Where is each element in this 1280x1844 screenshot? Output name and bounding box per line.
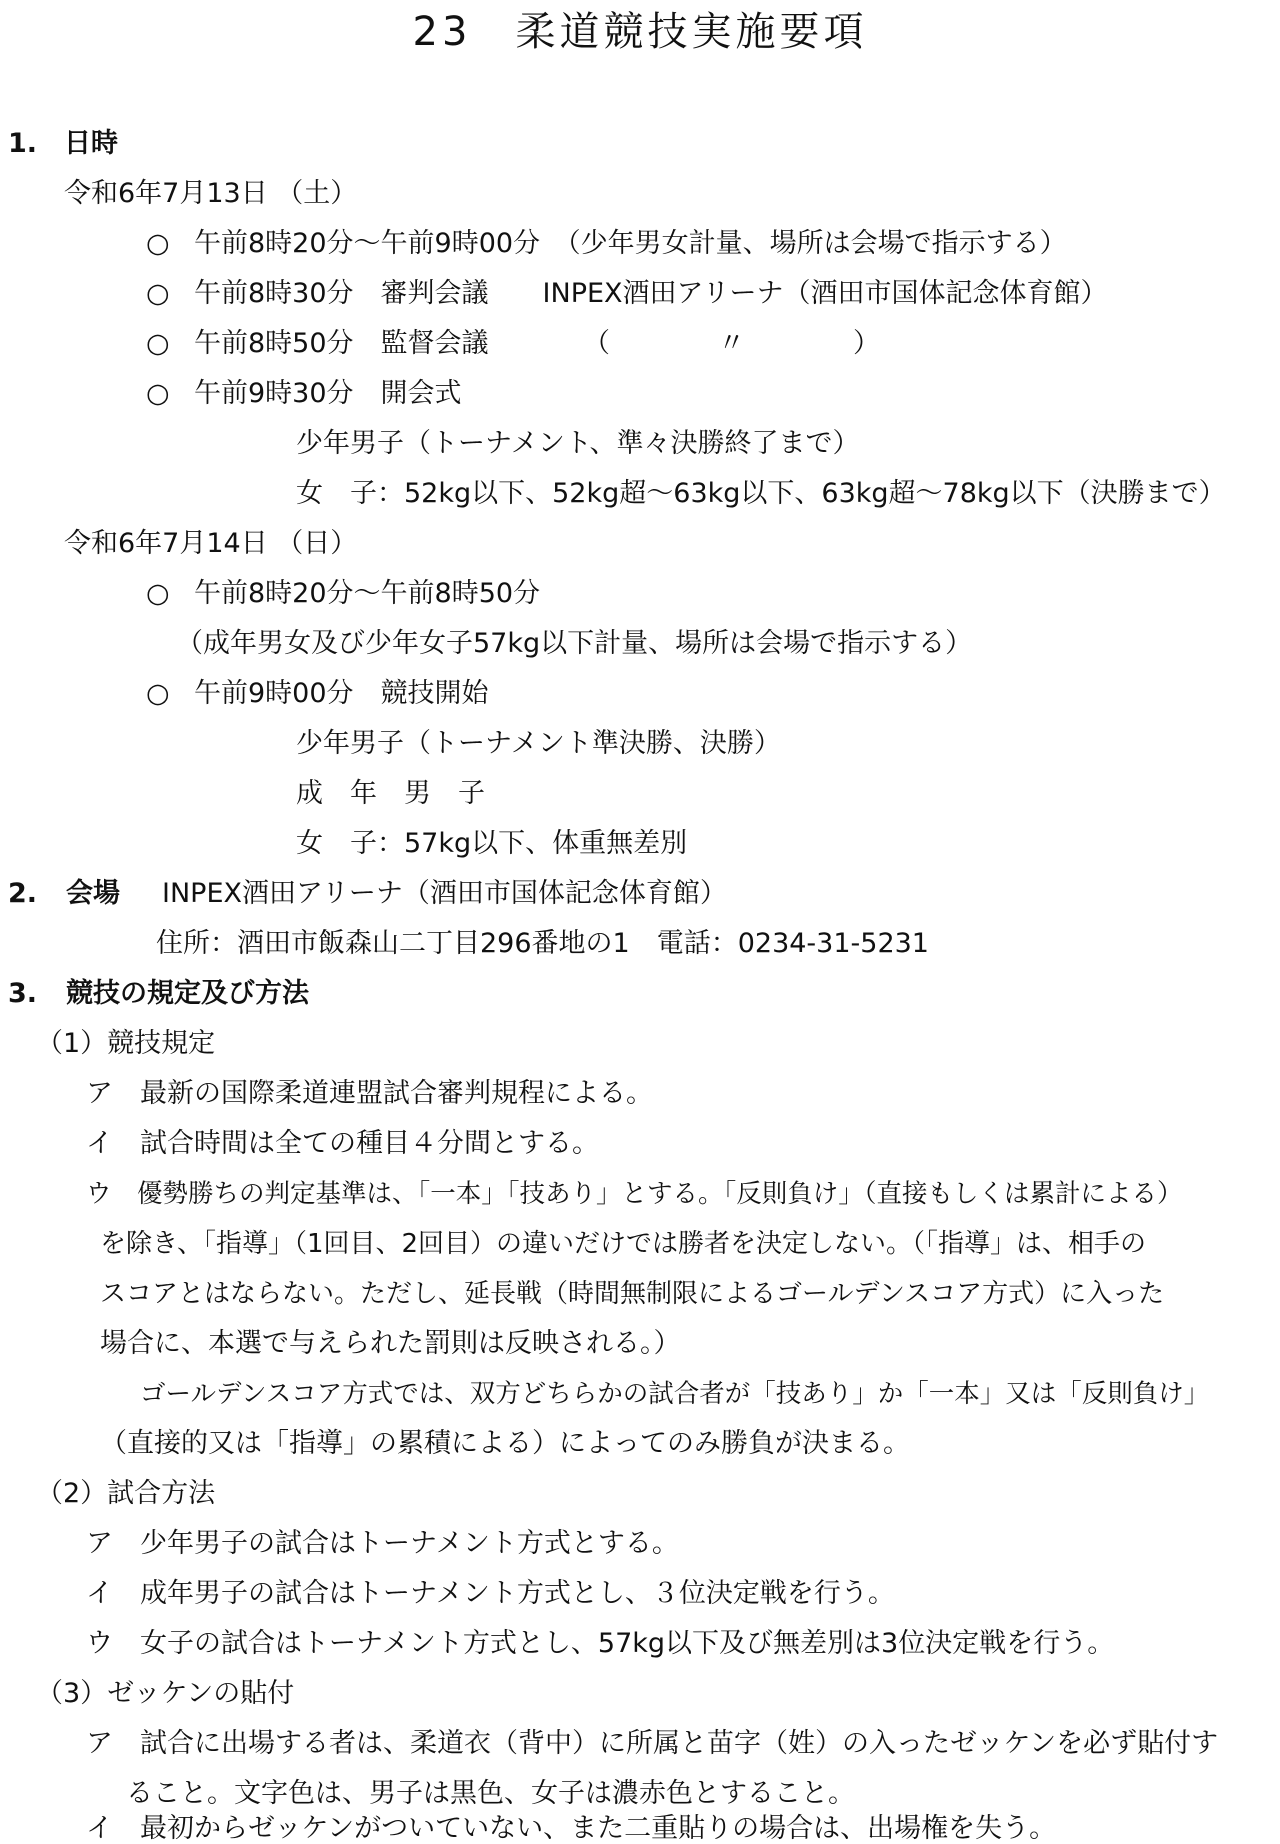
schedule-text: 午前8時50分 監督会議 （ 〃 ）: [194, 328, 881, 359]
circle-bullet-icon: ○: [146, 578, 170, 609]
rule-line: ア 試合に出場する者は、柔道衣（背中）に所属と苗字（姓）の入ったゼッケンを必ず貼付す: [86, 1728, 1219, 1759]
schedule-text: 午前8時20分～午前8時50分: [194, 578, 541, 609]
schedule-text: 午前8時20分～午前9時00分 （少年男女計量、場所は会場で指示する）: [194, 228, 1067, 259]
rule-line: ア 最新の国際柔道連盟試合審判規程による。: [86, 1078, 653, 1109]
schedule-text: 午前8時30分 審判会議 INPEX酒田アリーナ（酒田市国体記念体育館）: [194, 278, 1108, 309]
event-detail: 女 子：57kg以下、体重無差別: [296, 828, 688, 859]
schedule-text: 午前9時30分 開会式: [194, 378, 462, 409]
circle-bullet-icon: ○: [146, 228, 170, 259]
rule-line: 場合に、本選で与えられた罰則は反映される。）: [100, 1328, 681, 1359]
section-title: 競技の規定及び方法: [66, 978, 309, 1009]
section-3-heading: [8, 976, 309, 1012]
rule-line: を除き、「指導」（1回目、2回目）の違いだけでは勝者を決定しない。（「指導」は、相手の: [100, 1229, 1147, 1259]
venue-name: INPEX酒田アリーナ（酒田市国体記念体育館）: [162, 878, 727, 909]
schedule-note: （成年男女及び少年女子57kg以下計量、場所は会場で指示する）: [176, 628, 973, 659]
schedule-item: [146, 226, 1067, 262]
section-2-heading: [8, 876, 727, 912]
schedule-item: [146, 276, 1107, 312]
document-title: 23 柔道競技実施要項: [412, 9, 868, 55]
rule-line: スコアとはならない。ただし、延長戦（時間無制限によるゴールデンスコア方式）に入った: [100, 1279, 1165, 1309]
rule-line: ること。文字色は、男子は黒色、女子は濃赤色とすること。: [126, 1778, 855, 1809]
schedule-item: [146, 576, 540, 612]
section-title: 日時: [64, 128, 118, 159]
rule-line: ウ 女子の試合はトーナメント方式とし、57kg以下及び無差別は3位決定戦を行う。: [86, 1628, 1115, 1659]
schedule-item: [146, 326, 880, 362]
date-day-2: 令和6年7月14日 （日）: [64, 528, 358, 559]
event-detail: 成 年 男 子: [296, 778, 485, 809]
rule-line: ゴールデンスコア方式では、双方どちらかの試合者が「技あり」か「一本」又は「反則負け」: [140, 1379, 1210, 1409]
subsection-heading: （1）競技規定: [36, 1028, 216, 1059]
circle-bullet-icon: ○: [146, 378, 170, 409]
section-number: 3.: [8, 978, 38, 1009]
event-detail: 少年男子（トーナメント準決勝、決勝）: [296, 728, 781, 759]
circle-bullet-icon: ○: [146, 278, 170, 309]
rule-line: イ 成年男子の試合はトーナメント方式とし、３位決定戦を行う。: [86, 1578, 895, 1609]
schedule-text: 午前9時00分 競技開始: [194, 678, 489, 709]
subsection-heading: （3）ゼッケンの貼付: [36, 1678, 295, 1709]
date-day-1: 令和6年7月13日 （土）: [64, 178, 358, 209]
rule-line: イ 最初からゼッケンがついていない、また二重貼りの場合は、出場権を失う。: [86, 1813, 1057, 1844]
section-number: 1.: [8, 128, 38, 159]
rule-line: （直接的又は「指導」の累積による）によってのみ勝負が決まる。: [100, 1428, 910, 1459]
circle-bullet-icon: ○: [146, 328, 170, 359]
venue-address: 住所：酒田市飯森山二丁目296番地の1 電話：0234-31-5231: [156, 928, 929, 959]
schedule-item: [146, 676, 489, 712]
rule-line: イ 試合時間は全ての種目４分間とする。: [86, 1128, 599, 1159]
rule-line: ウ 優勢勝ちの判定基準は、「一本」「技あり」とする。「反則負け」（直接もしくは累計による）: [86, 1179, 1183, 1209]
subsection-heading: （2）試合方法: [36, 1478, 216, 1509]
section-number: 2.: [8, 878, 38, 909]
section-1-heading: [8, 126, 118, 162]
section-title: 会場: [66, 878, 120, 909]
event-detail: 女 子：52kg以下、52kg超～63kg以下、63kg超～78kg以下（決勝まで）: [296, 478, 1226, 509]
rule-line: ア 少年男子の試合はトーナメント方式とする。: [86, 1528, 679, 1559]
event-detail: 少年男子（トーナメント、準々決勝終了まで）: [296, 428, 860, 459]
schedule-item: [146, 376, 462, 412]
circle-bullet-icon: ○: [146, 678, 170, 709]
